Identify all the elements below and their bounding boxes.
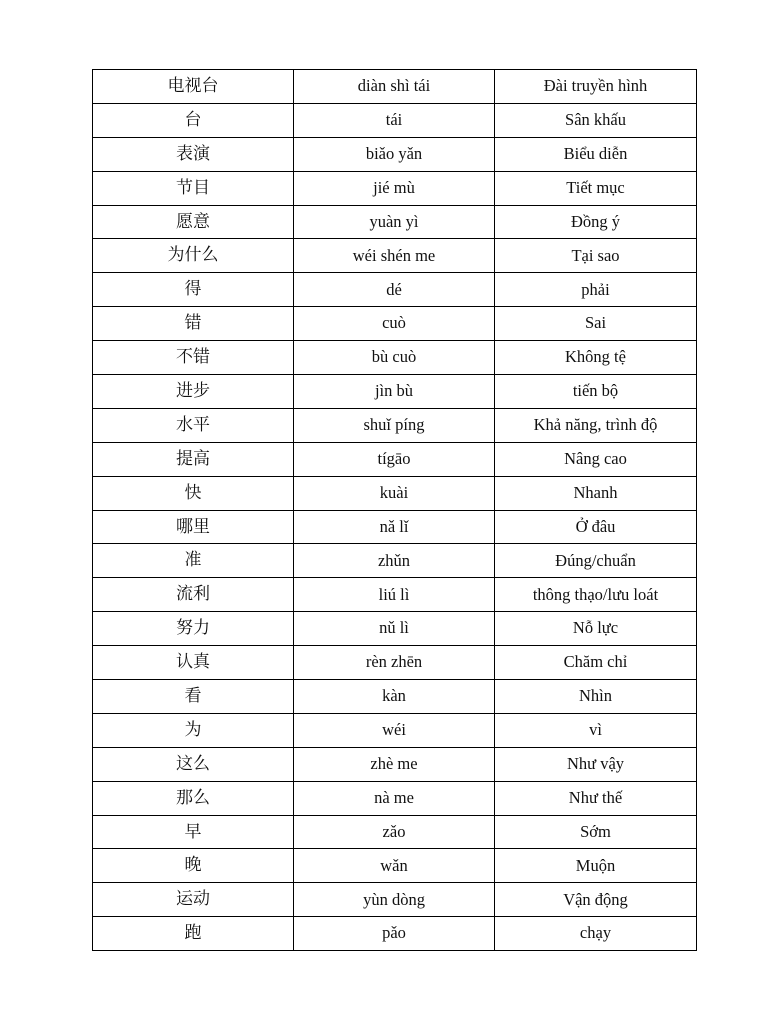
- pinyin-cell: wéi: [294, 713, 495, 747]
- pinyin-cell: nǎ lǐ: [294, 510, 495, 544]
- pinyin-cell: bù cuò: [294, 341, 495, 375]
- meaning-cell: Tiết mục: [495, 171, 697, 205]
- hanzi-cell: 流利: [93, 578, 294, 612]
- pinyin-cell: yuàn yì: [294, 205, 495, 239]
- pinyin-cell: wǎn: [294, 849, 495, 883]
- pinyin-cell: biǎo yǎn: [294, 137, 495, 171]
- hanzi-cell: 进步: [93, 375, 294, 409]
- pinyin-cell: pǎo: [294, 917, 495, 951]
- pinyin-cell: nǔ lì: [294, 612, 495, 646]
- table-row: [93, 544, 697, 578]
- vocabulary-table: [92, 69, 697, 951]
- pinyin-cell: tái: [294, 103, 495, 137]
- meaning-cell: Biểu diễn: [495, 137, 697, 171]
- meaning-cell: Sai: [495, 307, 697, 341]
- meaning-cell: Sớm: [495, 815, 697, 849]
- meaning-cell: Vận động: [495, 883, 697, 917]
- table-row: [93, 476, 697, 510]
- table-row: [93, 171, 697, 205]
- hanzi-cell: 早: [93, 815, 294, 849]
- hanzi-cell: 水平: [93, 408, 294, 442]
- table-row: [93, 70, 697, 104]
- table-row: [93, 747, 697, 781]
- table-row: [93, 578, 697, 612]
- meaning-cell: Nâng cao: [495, 442, 697, 476]
- table-row: [93, 442, 697, 476]
- pinyin-cell: jié mù: [294, 171, 495, 205]
- meaning-cell: Muộn: [495, 849, 697, 883]
- table-row: [93, 273, 697, 307]
- hanzi-cell: 节目: [93, 171, 294, 205]
- meaning-cell: phải: [495, 273, 697, 307]
- table-row: [93, 646, 697, 680]
- table-row: [93, 510, 697, 544]
- hanzi-cell: 哪里: [93, 510, 294, 544]
- meaning-cell: Nỗ lực: [495, 612, 697, 646]
- meaning-cell: Sân khấu: [495, 103, 697, 137]
- meaning-cell: Nhìn: [495, 680, 697, 714]
- table-row: [93, 137, 697, 171]
- pinyin-cell: yùn dòng: [294, 883, 495, 917]
- pinyin-cell: diàn shì tái: [294, 70, 495, 104]
- table-row: [93, 883, 697, 917]
- hanzi-cell: 那么: [93, 781, 294, 815]
- hanzi-cell: 愿意: [93, 205, 294, 239]
- pinyin-cell: tígāo: [294, 442, 495, 476]
- table-row: [93, 612, 697, 646]
- pinyin-cell: rèn zhēn: [294, 646, 495, 680]
- hanzi-cell: 跑: [93, 917, 294, 951]
- hanzi-cell: 看: [93, 680, 294, 714]
- meaning-cell: chạy: [495, 917, 697, 951]
- hanzi-cell: 快: [93, 476, 294, 510]
- pinyin-cell: zhǔn: [294, 544, 495, 578]
- pinyin-cell: zhè me: [294, 747, 495, 781]
- pinyin-cell: liú lì: [294, 578, 495, 612]
- table-row: [93, 849, 697, 883]
- hanzi-cell: 不错: [93, 341, 294, 375]
- meaning-cell: Ở đâu: [495, 510, 697, 544]
- meaning-cell: Nhanh: [495, 476, 697, 510]
- pinyin-cell: wéi shén me: [294, 239, 495, 273]
- pinyin-cell: kàn: [294, 680, 495, 714]
- meaning-cell: Đài truyền hình: [495, 70, 697, 104]
- table-row: [93, 375, 697, 409]
- meaning-cell: Tại sao: [495, 239, 697, 273]
- hanzi-cell: 台: [93, 103, 294, 137]
- hanzi-cell: 得: [93, 273, 294, 307]
- meaning-cell: Như thế: [495, 781, 697, 815]
- table-row: [93, 917, 697, 951]
- pinyin-cell: kuài: [294, 476, 495, 510]
- pinyin-cell: jìn bù: [294, 375, 495, 409]
- meaning-cell: tiến bộ: [495, 375, 697, 409]
- table-row: [93, 713, 697, 747]
- hanzi-cell: 认真: [93, 646, 294, 680]
- vocabulary-table-body: [93, 70, 697, 951]
- table-row: [93, 781, 697, 815]
- meaning-cell: Đúng/chuẩn: [495, 544, 697, 578]
- hanzi-cell: 电视台: [93, 70, 294, 104]
- pinyin-cell: zǎo: [294, 815, 495, 849]
- meaning-cell: Đồng ý: [495, 205, 697, 239]
- table-row: [93, 815, 697, 849]
- hanzi-cell: 这么: [93, 747, 294, 781]
- hanzi-cell: 晚: [93, 849, 294, 883]
- pinyin-cell: dé: [294, 273, 495, 307]
- table-row: [93, 680, 697, 714]
- hanzi-cell: 提高: [93, 442, 294, 476]
- pinyin-cell: shuǐ píng: [294, 408, 495, 442]
- pinyin-cell: nà me: [294, 781, 495, 815]
- pinyin-cell: cuò: [294, 307, 495, 341]
- table-row: [93, 103, 697, 137]
- hanzi-cell: 为什么: [93, 239, 294, 273]
- hanzi-cell: 努力: [93, 612, 294, 646]
- hanzi-cell: 运动: [93, 883, 294, 917]
- table-row: [93, 408, 697, 442]
- table-row: [93, 239, 697, 273]
- meaning-cell: Khả năng, trình độ: [495, 408, 697, 442]
- table-row: [93, 205, 697, 239]
- hanzi-cell: 为: [93, 713, 294, 747]
- meaning-cell: Như vậy: [495, 747, 697, 781]
- meaning-cell: Không tệ: [495, 341, 697, 375]
- hanzi-cell: 表演: [93, 137, 294, 171]
- meaning-cell: thông thạo/lưu loát: [495, 578, 697, 612]
- meaning-cell: vì: [495, 713, 697, 747]
- table-row: [93, 341, 697, 375]
- meaning-cell: Chăm chỉ: [495, 646, 697, 680]
- table-row: [93, 307, 697, 341]
- hanzi-cell: 错: [93, 307, 294, 341]
- hanzi-cell: 准: [93, 544, 294, 578]
